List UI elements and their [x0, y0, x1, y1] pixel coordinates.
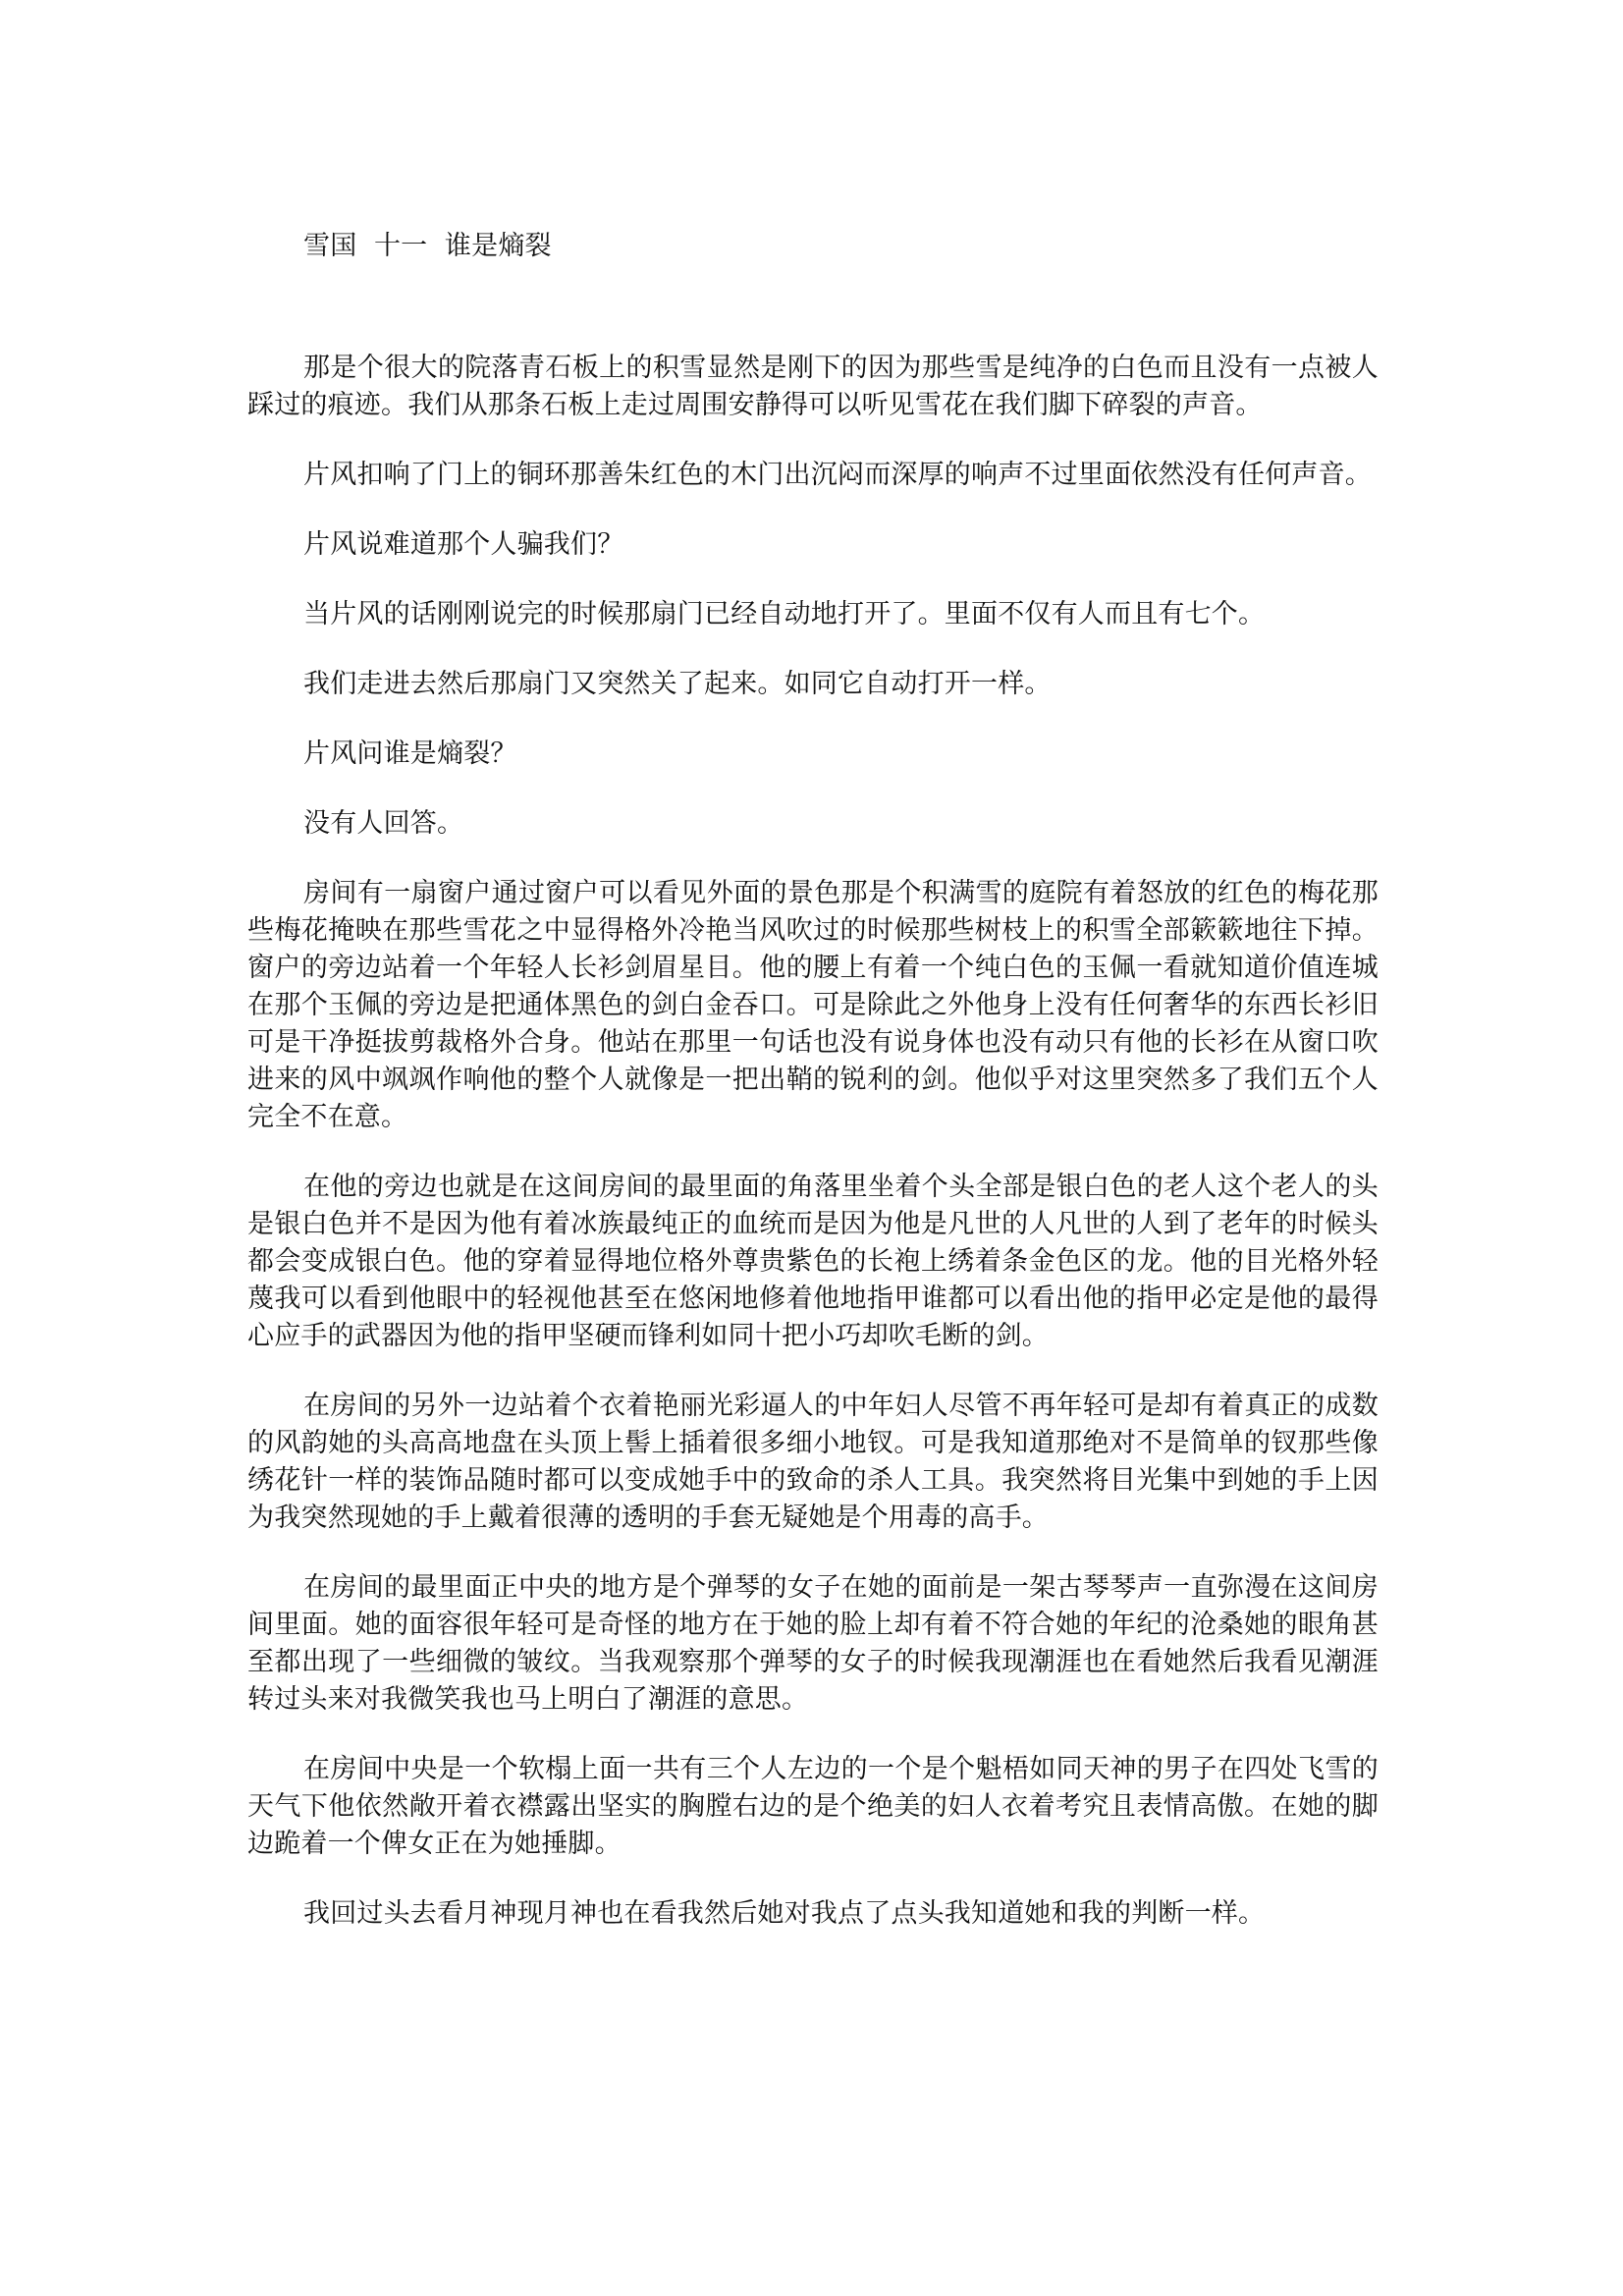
paragraph: 在房间的最里面正中央的地方是个弹琴的女子在她的面前是一架古琴琴声一直弥漫在这间房间里面。她的面容很年轻可是奇怪的地方在于她的脸上却有着不符合她的年纪的沧桑她的眼角甚至都出现了一些细微的皱纹。当我观察那个弹琴的女子的时候我现潮涯也在看她然后我看见潮涯转过头来对我微笑我也马上明白了潮涯的意思。 [247, 1572, 1379, 1715]
chapter-title: 雪国 十一 谁是熵裂 [303, 231, 552, 261]
paragraph: 房间有一扇窗户通过窗户可以看见外面的景色那是个积满雪的庭院有着怒放的红色的梅花那些梅花掩映在那些雪花之中显得格外冷艳当风吹过的时候那些树枝上的积雪全部簌簌地往下掉。窗户的旁边站着一个年轻人长衫剑眉星目。他的腰上有着一个纯白色的玉佩一看就知道价值连城在那个玉佩的旁边是把通体黑色的剑白金吞口。可是除此之外他身上没有任何奢华的东西长衫旧可是干净挺拔剪裁格外合身。他站在那里一句话也没有说身体也没有动只有他的长衫在从窗口吹进来的风中飒飒作响他的整个人就像是一把出鞘的锐利的剑。他似乎对这里突然多了我们五个人完全不在意。 [247, 878, 1379, 1132]
paragraph: 片风说难道那个人骗我们？ [303, 529, 624, 560]
paragraph: 我回过头去看月神现月神也在看我然后她对我点了点头我知道她和我的判断一样。 [303, 1898, 1266, 1929]
paragraph: 片风问谁是熵裂？ [303, 738, 517, 769]
paragraph: 没有人回答。 [303, 808, 464, 839]
paragraph: 当片风的话刚刚说完的时候那扇门已经自动地打开了。里面不仅有人而且有七个。 [303, 599, 1266, 629]
document-body [247, 228, 1379, 1965]
paragraph: 在房间的另外一边站着个衣着艳丽光彩逼人的中年妇人尽管不再年轻可是却有着真正的成数的风韵她的头高高地盘在头顶上髻上插着很多细小地钗。可是我知道那绝对不是简单的钗那些像绣花针一样的装饰品随时都可以变成她手中的致命的杀人工具。我突然将目光集中到她的手上因为我突然现她的手上戴着很薄的透明的手套无疑她是个用毒的高手。 [247, 1391, 1379, 1533]
paragraph: 在房间中央是一个软榻上面一共有三个人左边的一个是个魁梧如同天神的男子在四处飞雪的天气下他依然敞开着衣襟露出坚实的胸膛右边的是个绝美的妇人衣着考究且表情高傲。在她的脚边跪着一个俾女正在为她捶脚。 [247, 1754, 1379, 1859]
paragraph: 我们走进去然后那扇门又突然关了起来。如同它自动打开一样。 [303, 669, 1052, 699]
paragraph: 片风扣响了门上的铜环那善朱红色的木门出沉闷而深厚的响声不过里面依然没有任何声音。 [303, 460, 1372, 490]
paragraph: 那是个很大的院落青石板上的积雪显然是刚下的因为那些雪是纯净的白色而且没有一点被人踩过的痕迹。我们从那条石板上走过周围安静得可以听见雪花在我们脚下碎裂的声音。 [247, 353, 1379, 420]
paragraph: 在他的旁边也就是在这间房间的最里面的角落里坐着个头全部是银白色的老人这个老人的头是银白色并不是因为他有着冰族最纯正的血统而是因为他是凡世的人凡世的人到了老年的时候头都会变成银白色。他的穿着显得地位格外尊贵紫色的长袍上绣着条金色区的龙。他的目光格外轻蔑我可以看到他眼中的轻视他甚至在悠闲地修着他地指甲谁都可以看出他的指甲必定是他的最得心应手的武器因为他的指甲坚硬而锋利如同十把小巧却吹毛断的剑。 [247, 1172, 1379, 1351]
